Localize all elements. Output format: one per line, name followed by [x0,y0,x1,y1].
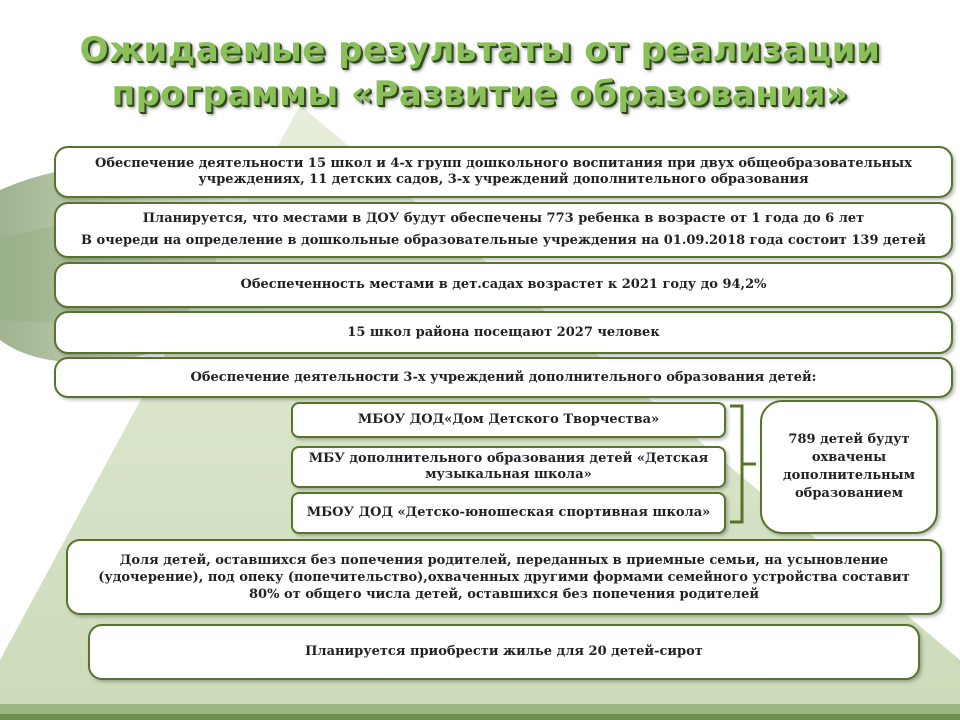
additional-education-box [54,357,953,398]
orphans-housing-box [88,624,920,680]
children-coverage-text: 789 детей будут охвачены дополнительным образованием [783,432,915,501]
page-title-line-1: Ожидаемые результаты от реализации [79,30,881,70]
institution-item-text: МБУ дополнительного образования детей «Детская музыкальная школа» [308,451,709,482]
institution-item-text: МБОУ ДОД «Детско-юношеская спортивная школа» [306,505,711,520]
kindergarten-provision-box [54,262,953,308]
institution-item-text: МБОУ ДОД«Дом Детского Творчества» [357,412,660,427]
right-brace-icon [728,404,758,530]
page-title [20,28,940,116]
institution-item [291,446,726,488]
orphans-placement-text: Доля детей, оставшихся без попечения родителей, переданных в приемные семьи, на усыновление (удочерение), под опеку (попечительство),охваченных другими формами семейного устройства составит 80% от общего числа детей, оставшихся без попечения родителей [98,552,910,602]
kindergarten-provision-text: Обеспеченность местами в дет.садах возрастет к 2021 году до 94,2% [240,277,767,292]
schools-text: Обеспечение деятельности 15 школ и 4-х групп дошкольного воспитания при двух общеобразовательных учреждениях, 11 детских садов, 3-х учреждений дополнительного образования [95,156,912,187]
orphans-placement-box [66,539,942,615]
school-attendance-text: 15 школ района посещают 2027 человек [347,324,660,340]
additional-education-text: Обеспечение деятельности 3-х учреждений дополнительного образования детей: [190,369,817,385]
schools-box [54,146,953,198]
page-title-line-2: программы «Развитие образования» [111,74,849,114]
school-attendance-box [54,311,953,354]
institution-item [291,402,726,438]
preschool-places-box [54,202,953,258]
children-coverage-box [760,400,938,534]
orphans-housing-text: Планируется приобрести жилье для 20 детей-сирот [305,644,703,659]
preschool-queue-text: В очереди на определение в дошкольные образовательные учреждения на 01.09.2018 года состоит 139 детей [81,233,926,248]
institution-item [291,492,726,534]
preschool-places-text: Планируется, что местами в ДОУ будут обеспечены 773 ребенка в возрасте от 1 года до 6 лет [142,211,865,226]
